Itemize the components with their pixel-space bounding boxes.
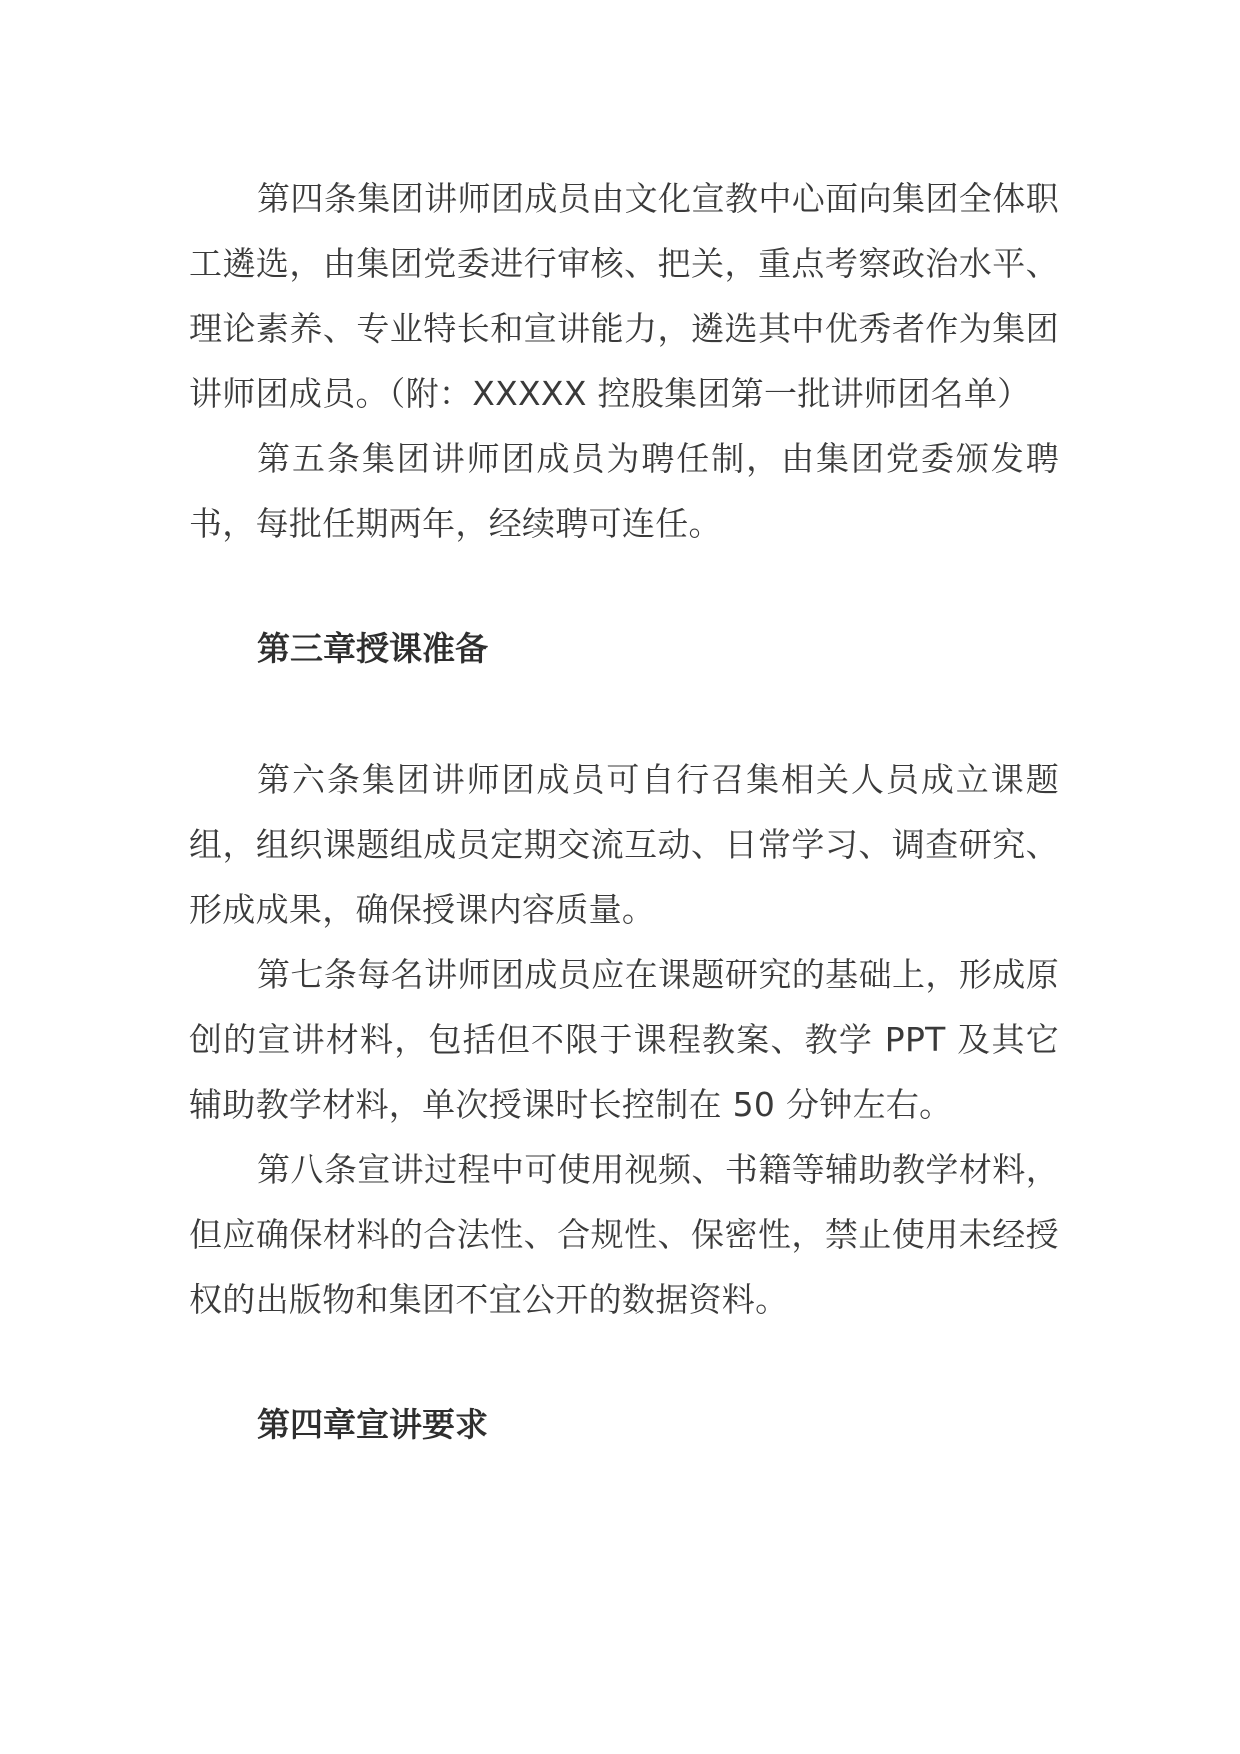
article-5: 第五条集团讲师团成员为聘任制，由集团党委颁发聘书，每批任期两年，经续聘可连任。	[189, 439, 1059, 543]
article-8: 第八条宣讲过程中可使用视频、书籍等辅助教学材料，但应确保材料的合法性、合规性、保密性，禁止使用未经授权的出版物和集团不宜公开的数据资料。	[189, 1150, 1059, 1319]
article-6: 第六条集团讲师团成员可自行召集相关人员成立课题组，组织课题组成员定期交流互动、日常学习、调查研究、形成成果，确保授课内容质量。	[189, 760, 1059, 929]
document-page	[189, 166, 1059, 1457]
article-4: 第四条集团讲师团成员由文化宣教中心面向集团全体职工遴选，由集团党委进行审核、把关，重点考察政治水平、理论素养、专业特长和宣讲能力，遴选其中优秀者作为集团讲师团成员。（附：XXXXX 控股集团第一批讲师团名单）	[189, 179, 1059, 413]
spacer	[189, 681, 1059, 747]
chapter-3-heading: 第三章授课准备	[257, 629, 488, 668]
spacer	[189, 556, 1059, 616]
article-7: 第七条每名讲师团成员应在课题研究的基础上，形成原创的宣讲材料，包括但不限于课程教案、教学 PPT 及其它辅助教学材料，单次授课时长控制在 50 分钟左右。	[189, 955, 1059, 1124]
chapter-4-heading: 第四章宣讲要求	[257, 1405, 488, 1444]
spacer	[189, 1332, 1059, 1392]
